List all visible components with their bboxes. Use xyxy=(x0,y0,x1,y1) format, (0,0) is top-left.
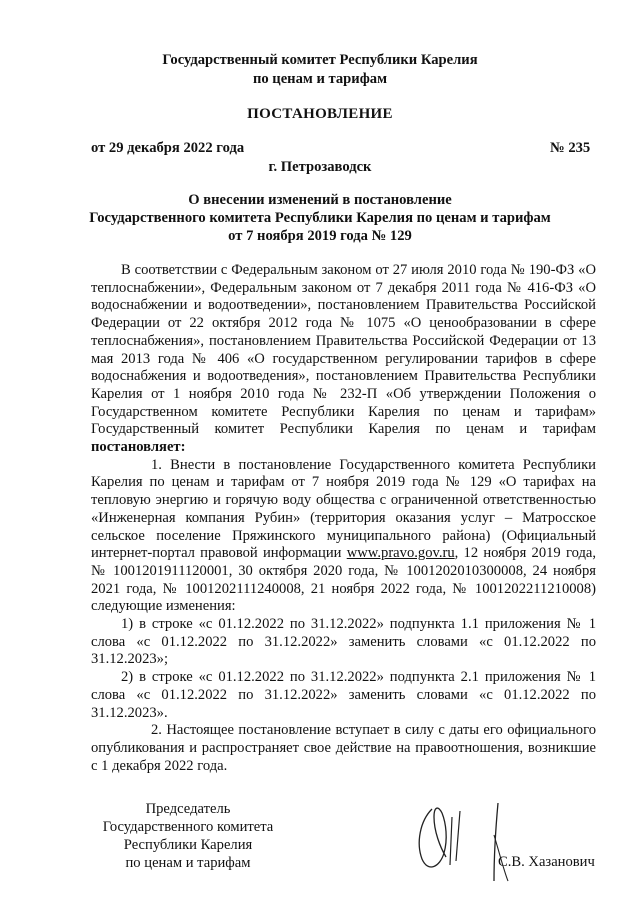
org-name-line1: Государственный комитет Республики Карелия xyxy=(162,52,478,68)
document-city: г. Петрозаводск xyxy=(268,159,372,175)
sub-item-1: 1) в строке «с 01.12.2022 по 31.12.2022» подпункта 1.1 приложения № 1 слова «с 01.12.2022 по 31.12.2022» заменить словами «с 01.12.2022 по 31.12.2023»; xyxy=(91,616,596,668)
document-number: № 235 xyxy=(550,140,591,156)
signatory-line4: по ценам и тарифам xyxy=(125,855,251,871)
preamble-text: В соответствии с Федеральным законом от 27 июля 2010 года № 190-ФЗ «О теплоснабжении», Федеральным законом от 7 декабря 2011 года № 416-ФЗ «О водоснабжении и водоотведении», постановлением Правительства Российской Федерации от 22 октября 2012 года № 1075 «О ценообразовании в сфере теплоснабжения», постановлением Правительства Российской Федерации от 13 мая 2013 года № 406 «О государственном регулировании тарифов в сфере водоснабжения и водоотведения», постановлением Правительства Республики Карелия от 1 ноября 2010 года № 232-П «Об утверждении Положения о Государственном комитете Республики Карелия по ценам и тарифам» Государственный комитет Республики Карелия по ценам и тарифам xyxy=(91,262,596,438)
title-line3: от 7 ноября 2019 года № 129 xyxy=(228,228,412,244)
preamble-paragraph xyxy=(91,262,596,457)
item-2-paragraph: 2. Настоящее постановление вступает в силу с даты его официального опубликования и распространяет свое действие на правоотношения, возникшие с 1 декабря 2022 года. xyxy=(91,722,596,774)
title-line2: Государственного комитета Республики Карелия по ценам и тарифам xyxy=(89,210,551,226)
sub-item-2: 2) в строке «с 01.12.2022 по 31.12.2022» подпункта 2.1 приложения № 1 слова «с 01.12.2022 по 31.12.2022» заменить словами «с 01.12.2022 по 31.12.2023». xyxy=(91,669,596,721)
pravo-link[interactable]: www.pravo.gov.ru xyxy=(346,545,455,562)
item-1-text: 1. Внести в постановление Государственного комитета Республики Карелия по ценам и тарифам от 7 ноября 2019 года № 129 «О тарифах на тепловую энергию и горячую воду общества с ограниченной ответственностью «Инженерная компания Рубин» (территория оказания услуг – Матросское сельское поселение Пряжинского муниципального района) (Официальный интернет-портал правовой информации xyxy=(91,456,596,562)
signatory-line2: Государственного комитета xyxy=(102,819,274,835)
signatory-title xyxy=(88,800,288,872)
document-body xyxy=(91,262,596,775)
signatory-name: С.В. Хазанович xyxy=(498,854,595,870)
signatory-line1: Председатель xyxy=(145,801,231,817)
title-line1: О внесении изменений в постановление xyxy=(188,192,452,208)
signatory-line3: Республики Карелия xyxy=(123,837,253,853)
item-1-text-cont: , 12 ноября 2019 года, № 1001201911120001, 30 октября 2020 года, № 1001202010300008, 24 ноября 2021 года, № 1001202111240008, 21 ноября 2022 года, № 1001202211210008) следующие изменения: xyxy=(91,545,596,615)
item-1-paragraph xyxy=(91,457,596,616)
document-type: ПОСТАНОВЛЕНИЕ xyxy=(247,106,393,122)
resolves-word: постановляет: xyxy=(91,439,186,456)
handwritten-signature xyxy=(410,795,540,885)
document-date: от 29 декабря 2022 года xyxy=(91,140,245,156)
org-name-line2: по ценам и тарифам xyxy=(252,71,388,87)
